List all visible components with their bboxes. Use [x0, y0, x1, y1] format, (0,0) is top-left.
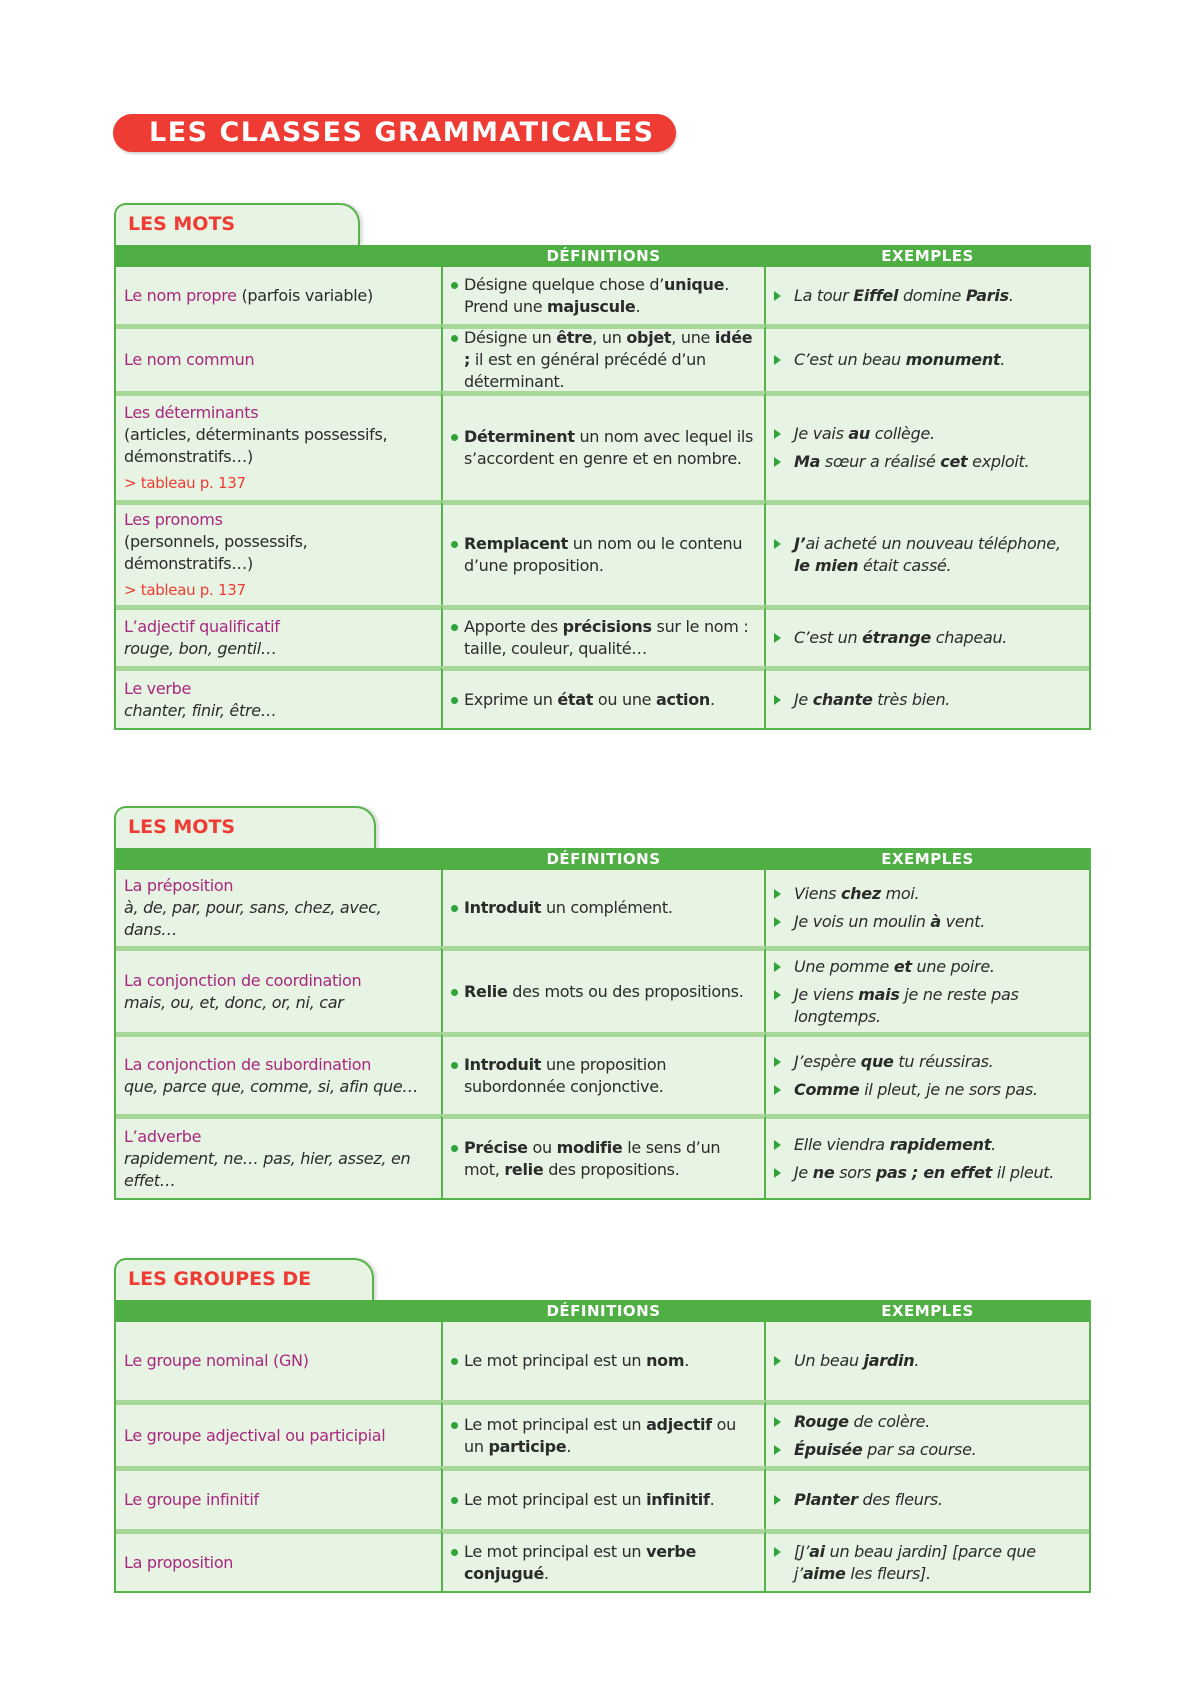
table-row — [116, 605, 441, 666]
arrow-icon — [774, 1495, 788, 1505]
term-label: La conjonction de subordination — [124, 1054, 372, 1074]
definition-cell — [441, 870, 766, 946]
term-label: La conjonction de coordination — [124, 970, 362, 990]
arrow-icon — [774, 917, 788, 927]
example-cell — [766, 1466, 1089, 1529]
example-text: Viens chez moi. — [794, 884, 920, 903]
arrow-icon — [774, 1057, 788, 1067]
term-subtext: (articles, déterminants possessifs, démonstratifs…) — [124, 425, 388, 466]
example-text: Je chante très bien. — [794, 689, 951, 709]
term-label: L’adverbe — [124, 1126, 202, 1146]
definition-cell — [441, 946, 766, 1032]
definition-text: Déterminent un nom avec lequel ils s’accordent en genre et en nombre. — [464, 427, 754, 468]
table-mots-variables — [114, 245, 1091, 730]
header-blank — [116, 848, 441, 870]
arrow-icon — [774, 457, 788, 467]
bullet-icon — [451, 434, 458, 441]
example-text: Elle viendra rapidement. — [794, 1134, 996, 1154]
term-label: Le groupe infinitif — [124, 1490, 259, 1509]
example-text: Je viens mais je ne reste pas longtemps. — [794, 984, 1019, 1026]
arrow-icon — [774, 962, 788, 972]
bullet-icon — [451, 1145, 458, 1152]
table-mots-invariables — [114, 848, 1091, 1200]
section-tab: LES MOTS — [114, 203, 360, 245]
arrow-icon — [774, 990, 788, 1000]
header-blank — [116, 245, 441, 267]
term-subtext: chanter, finir, être… — [124, 700, 277, 720]
definition-text: Apporte des précisions sur le nom : taille, couleur, qualité… — [464, 617, 749, 658]
table-row — [116, 1466, 441, 1529]
example-cell — [766, 1400, 1089, 1466]
example-cell — [766, 605, 1089, 666]
example-cell — [766, 391, 1089, 500]
page-reference-link[interactable]: > tableau p. 137 — [124, 581, 246, 599]
term-label: Le groupe nominal (GN) — [124, 1351, 309, 1370]
example-text: Un beau jardin. — [794, 1351, 920, 1370]
table-row — [116, 1400, 441, 1466]
term-note: (parfois variable) — [236, 285, 373, 305]
table-row — [116, 1322, 441, 1400]
bullet-icon — [451, 1062, 458, 1069]
example-text: Ma sœur a réalisé cet exploit. — [794, 452, 1030, 471]
table-row — [116, 946, 441, 1032]
bullet-icon — [451, 282, 458, 289]
arrow-icon — [774, 1140, 788, 1150]
table-row — [116, 666, 441, 728]
example-text: Épuisée par sa course. — [794, 1439, 977, 1459]
header-definitions: DÉFINITIONS — [441, 245, 766, 267]
example-cell — [766, 666, 1089, 728]
example-cell — [766, 500, 1089, 605]
bullet-icon — [451, 1422, 458, 1429]
bullet-icon — [451, 335, 458, 342]
example-cell — [766, 946, 1089, 1032]
term-label: Le nom propre — [124, 285, 237, 305]
table-row — [116, 267, 441, 324]
header-examples: EXEMPLES — [766, 245, 1089, 267]
header-examples: EXEMPLES — [766, 1300, 1089, 1322]
arrow-icon — [774, 429, 788, 439]
header-definitions: DÉFINITIONS — [441, 1300, 766, 1322]
arrow-icon — [774, 1085, 788, 1095]
header-definitions: DÉFINITIONS — [441, 848, 766, 870]
example-text: Je vais au collège. — [794, 424, 935, 443]
table-row — [116, 870, 441, 946]
definition-text: Le mot principal est un verbe conjugué. — [464, 1541, 697, 1583]
definition-cell — [441, 1529, 766, 1591]
example-text: Planter des fleurs. — [794, 1490, 943, 1509]
arrow-icon — [774, 1445, 788, 1455]
bullet-icon — [451, 989, 458, 996]
example-cell — [766, 870, 1089, 946]
example-text: J’espère que tu réussiras. — [794, 1051, 994, 1071]
bullet-icon — [451, 697, 458, 704]
bullet-icon — [451, 1549, 458, 1556]
definition-cell — [441, 1400, 766, 1466]
example-cell — [766, 1114, 1089, 1198]
example-text: La tour Eiffel domine Paris. — [794, 285, 1014, 305]
arrow-icon — [774, 1547, 788, 1557]
section-tab: LES MOTS — [114, 806, 376, 848]
example-text: Rouge de colère. — [794, 1411, 930, 1431]
arrow-icon — [774, 1356, 788, 1366]
example-text: Je vois un moulin à vent. — [794, 912, 985, 931]
header-examples: EXEMPLES — [766, 848, 1089, 870]
table-row — [116, 391, 441, 500]
definition-text: Relie des mots ou des propositions. — [464, 981, 744, 1001]
example-cell — [766, 1032, 1089, 1114]
definition-text: Désigne un être, un objet, une idée ; il est en général précédé d’un déterminant. — [464, 328, 753, 391]
bullet-icon — [451, 905, 458, 912]
arrow-icon — [774, 539, 788, 549]
term-label: L’adjectif qualificatif — [124, 617, 280, 636]
term-subtext: à, de, par, pour, sans, chez, avec, dans… — [124, 898, 382, 939]
example-cell — [766, 1322, 1089, 1400]
term-label: Les déterminants — [124, 403, 259, 422]
table-row — [116, 500, 441, 605]
definition-text: Exprime un état ou une action. — [464, 689, 715, 709]
table-row — [116, 1529, 441, 1591]
header-blank — [116, 1300, 441, 1322]
page-title: LES CLASSES GRAMMATICALES — [113, 114, 676, 152]
definition-cell — [441, 1032, 766, 1114]
term-subtext: mais, ou, et, donc, or, ni, car — [124, 992, 344, 1012]
example-text: J’ai acheté un nouveau téléphone, le mien était cassé. — [794, 534, 1061, 575]
definition-cell — [441, 267, 766, 324]
table-row — [116, 1114, 441, 1198]
definition-cell — [441, 500, 766, 605]
definition-text: Introduit une proposition subordonnée conjonctive. — [464, 1054, 667, 1096]
definition-text: Le mot principal est un nom. — [464, 1351, 690, 1370]
term-subtext: rapidement, ne… pas, hier, assez, en effet… — [124, 1148, 411, 1190]
arrow-icon — [774, 695, 788, 705]
term-subtext: que, parce que, comme, si, afin que… — [124, 1076, 419, 1096]
term-label: Le nom commun — [124, 350, 255, 369]
section-tab: LES GROUPES DE — [114, 1258, 374, 1300]
example-text: C’est un beau monument. — [794, 350, 1006, 369]
example-text: Je ne sors pas ; en effet il pleut. — [794, 1162, 1055, 1182]
bullet-icon — [451, 624, 458, 631]
example-cell — [766, 1529, 1089, 1591]
definition-cell — [441, 1466, 766, 1529]
definition-text: Désigne quelque chose d’unique. Prend une majuscule. — [464, 274, 729, 316]
term-subtext: (personnels, possessifs, démonstratifs…) — [124, 532, 308, 573]
example-text: [J’ai un beau jardin] [parce que j’aime les fleurs]. — [794, 1541, 1036, 1583]
page-reference-link[interactable]: > tableau p. 137 — [124, 474, 246, 492]
bullet-icon — [451, 1497, 458, 1504]
example-text: C’est un étrange chapeau. — [794, 628, 1008, 647]
definition-text: Précise ou modifie le sens d’un mot, relie des propositions. — [464, 1137, 721, 1179]
definition-text: Remplacent un nom ou le contenu d’une proposition. — [464, 534, 743, 575]
definition-cell — [441, 391, 766, 500]
definition-text: Introduit un complément. — [464, 898, 673, 917]
definition-cell — [441, 1322, 766, 1400]
table-row — [116, 324, 441, 391]
table-row — [116, 1032, 441, 1114]
example-cell — [766, 267, 1089, 324]
example-text: Une pomme et une poire. — [794, 956, 995, 976]
arrow-icon — [774, 291, 788, 301]
definition-cell — [441, 1114, 766, 1198]
term-label: La préposition — [124, 876, 234, 895]
term-subtext: rouge, bon, gentil… — [124, 639, 277, 658]
example-cell — [766, 324, 1089, 391]
bullet-icon — [451, 1358, 458, 1365]
arrow-icon — [774, 1417, 788, 1427]
definition-cell — [441, 666, 766, 728]
arrow-icon — [774, 633, 788, 643]
arrow-icon — [774, 1168, 788, 1178]
term-label: Le groupe adjectival ou participial — [124, 1425, 386, 1445]
term-label: Les pronoms — [124, 510, 223, 529]
table-groupes-de-mots — [114, 1300, 1091, 1593]
definition-cell — [441, 605, 766, 666]
arrow-icon — [774, 355, 788, 365]
example-text: Comme il pleut, je ne sors pas. — [794, 1079, 1038, 1099]
term-label: Le verbe — [124, 678, 192, 698]
term-label: La proposition — [124, 1552, 234, 1572]
definition-text: Le mot principal est un adjectif ou un participe. — [464, 1414, 736, 1456]
definition-cell — [441, 324, 766, 391]
definition-text: Le mot principal est un infinitif. — [464, 1490, 715, 1509]
bullet-icon — [451, 541, 458, 548]
arrow-icon — [774, 889, 788, 899]
